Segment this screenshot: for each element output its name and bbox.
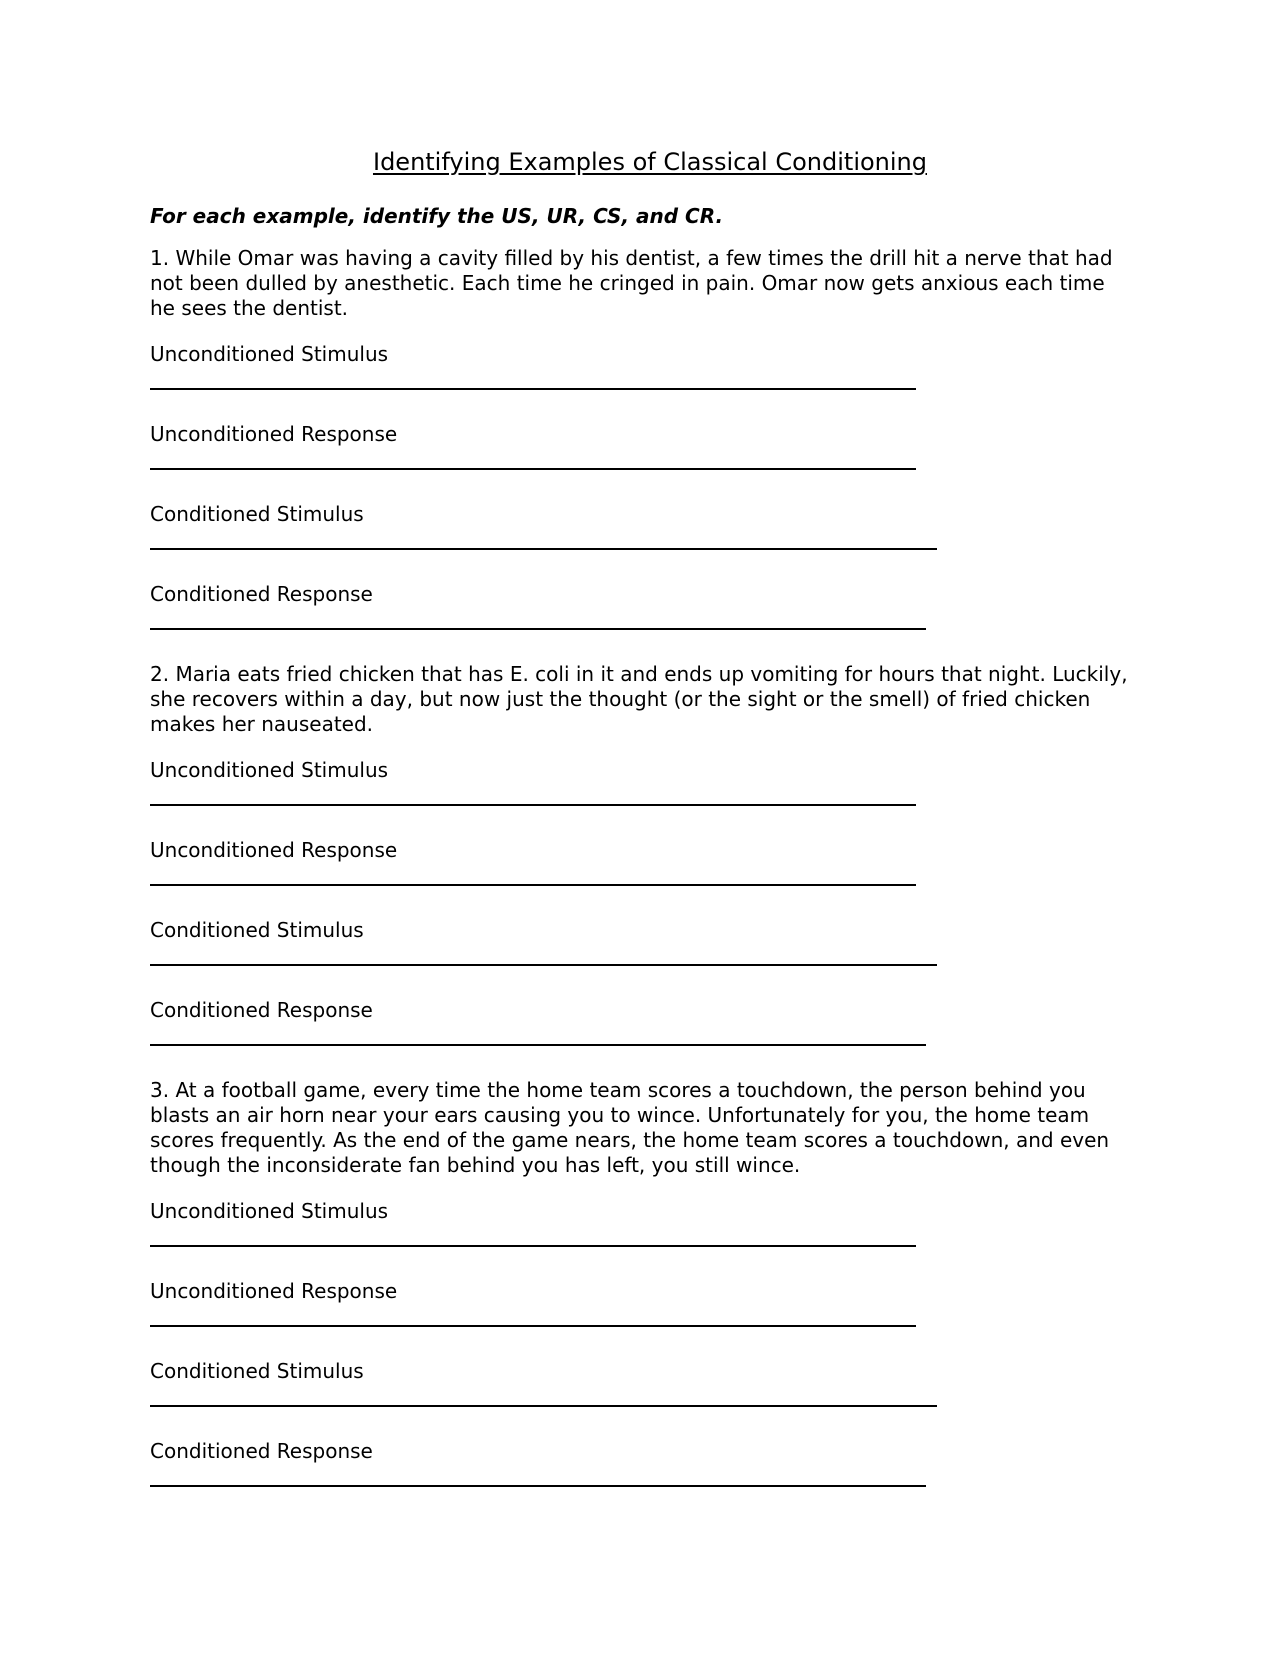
us-label: Unconditioned Stimulus xyxy=(150,758,389,782)
ur-label: Unconditioned Response xyxy=(150,422,398,446)
question-text: 3. At a football game, every time the home team scores a touchdown, the person behind you blasts an air horn near your ears causing you to wince. Unfortunately for you, the home team scores frequently. As the end of the game nears, the home team scores a touchdown, and even though the inconsiderate fan behind you has left, you still wince. xyxy=(150,1078,1110,1177)
ur-answer-line[interactable] xyxy=(150,884,916,886)
ur-label: Unconditioned Response xyxy=(150,838,398,862)
cs-label: Conditioned Stimulus xyxy=(150,918,364,942)
us-label: Unconditioned Stimulus xyxy=(150,1199,389,1223)
cs-answer-line[interactable] xyxy=(150,548,937,550)
us-field xyxy=(150,758,1130,806)
cs-field xyxy=(150,502,1130,550)
cr-label: Conditioned Response xyxy=(150,582,373,606)
ur-field xyxy=(150,422,1130,470)
us-field xyxy=(150,342,1130,390)
cr-field xyxy=(150,1439,1130,1487)
cs-label: Conditioned Stimulus xyxy=(150,1359,364,1383)
instructions: For each example, identify the US, UR, CS, and CR. xyxy=(150,204,724,228)
ur-field xyxy=(150,838,1130,886)
us-answer-line[interactable] xyxy=(150,804,916,806)
question-text: 1. While Omar was having a cavity filled by his dentist, a few times the drill hit a nerve that had not been dulled by anesthetic. Each time he cringed in pain. Omar now gets anxious each time he sees the dentist. xyxy=(150,246,1113,320)
cr-field xyxy=(150,998,1130,1046)
question-text: 2. Maria eats fried chicken that has E. coli in it and ends up vomiting for hours that night. Luckily, she recovers within a day, but now just the thought (or the sight or the smell) of fried chicken makes her nauseated. xyxy=(150,662,1128,736)
cr-label: Conditioned Response xyxy=(150,1439,373,1463)
cr-answer-line[interactable] xyxy=(150,1044,926,1046)
us-answer-line[interactable] xyxy=(150,388,916,390)
cr-answer-line[interactable] xyxy=(150,628,926,630)
ur-label: Unconditioned Response xyxy=(150,1279,398,1303)
page-title: Identifying Examples of Classical Conditioning xyxy=(372,148,927,176)
cs-field xyxy=(150,1359,1130,1407)
us-field xyxy=(150,1199,1130,1247)
question-1 xyxy=(150,246,1130,630)
ur-answer-line[interactable] xyxy=(150,468,916,470)
us-answer-line[interactable] xyxy=(150,1245,916,1247)
cs-label: Conditioned Stimulus xyxy=(150,502,364,526)
cs-field xyxy=(150,918,1130,966)
worksheet-page xyxy=(150,148,1130,1519)
cs-answer-line[interactable] xyxy=(150,1405,937,1407)
cr-label: Conditioned Response xyxy=(150,998,373,1022)
us-label: Unconditioned Stimulus xyxy=(150,342,389,366)
cs-answer-line[interactable] xyxy=(150,964,937,966)
question-3 xyxy=(150,1078,1130,1487)
cr-answer-line[interactable] xyxy=(150,1485,926,1487)
question-2 xyxy=(150,662,1130,1046)
ur-field xyxy=(150,1279,1130,1327)
cr-field xyxy=(150,582,1130,630)
ur-answer-line[interactable] xyxy=(150,1325,916,1327)
